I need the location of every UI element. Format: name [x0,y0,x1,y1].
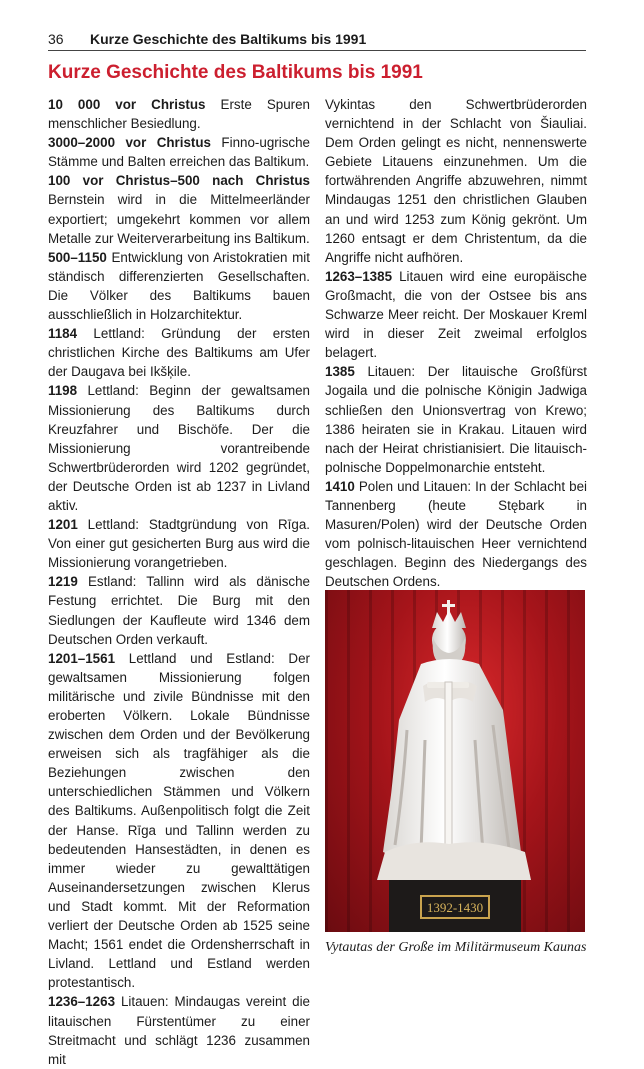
entry-text: Vykintas den Schwertbrüderorden vernichtend in der Schlacht von Šiauliai. Dem Orden gelingt es nicht, nennenswerte Gebiete Litauens einzunehmen. Um die fortwährenden Angriffe abzuwehren, nimmt Mindaugas 1251 den christlichen Glauben an und wird 1253 zum König gekrönt. Um 1260 entsagt er dem Christentum, da die Angriffe nicht aufhören. [325,97,587,265]
plaque-text: 1392-1430 [426,900,484,915]
chapter-title: Kurze Geschichte des Baltikums bis 1991 [48,62,423,83]
timeline-entry [48,171,310,247]
entry-date: 1184 [48,326,78,342]
entry-text: Erste Spuren menschlicher Besiedlung. [48,97,310,132]
timeline-entry [48,133,310,171]
entry-text: Litauen: Mindaugas vereint die litauischen Fürstentümer zu einer Streitmacht und schlägt 1236 zusammen mit [48,994,310,1067]
entry-text: Bernstein wird in die Mittelmeerländer exportiert; umgekehrt kommen vor allem Metalle zur Weiterverarbeitung ins Baltikum. [48,192,310,246]
statue-photo [325,590,585,932]
entry-date: 100 vor Christus–500 nach Christus [48,173,310,189]
entry-date: 1198 [48,383,78,399]
photo-caption: Vytautas der Große im Militärmuseum Kaunas [325,940,587,955]
entry-text: Finno-ugrische Stämme und Balten erreichen das Baltikum. [48,135,310,170]
entry-text: Lettland und Estland: Der gewaltsamen Missionierung folgen militärische und zivile Bündnisse mit den eroberten Völkern. Lokale Bündnisse zwischen dem Orden und der Bevölkerung erweisen sich als tragfähiger als die Beziehungen zwischen den unterschiedlichen Stämmen und Völkern des Baltikums. Außenpolitisch folgt die Zeit der Hanse. Rīga und Tallinn werden zu bedeutenden Hansestädten, in denen es immer wieder zu gewalttätigen Auseinandersetzungen zwischen Klerus und Stadt kommt. Mit der Reformation verliert der Deutsche Orden ab 1525 seine Macht; 1561 endet die Ordensherrschaft in Livland. Lettland und Estland werden protestantisch. [48,650,310,991]
left-column [48,95,310,1069]
timeline-entry [48,381,310,515]
entry-date: 1236–1263 [48,994,116,1010]
timeline-entry [48,248,310,324]
timeline-entry [48,515,310,572]
timeline-entry [325,267,587,362]
entry-date: 1263–1385 [325,268,393,284]
entry-text: Lettland: Beginn der gewaltsamen Missionierung des Baltikums durch Kreuzfahrer und Bischöfe. Der die Missionierung vorantreibende Schwertbrüderorden wird 1202 gegründet, der Deutsche Orden ist ab 1237 in Livland aktiv. [48,383,310,513]
timeline-entry-continued [325,95,587,267]
timeline-entry [325,477,587,592]
statue-illustration [325,590,585,932]
timeline-entry [48,649,310,993]
entry-text: Lettland: Gründung der ersten christlichen Kirche des Baltikums am Ufer der Daugava bei Ikšķile. [48,326,310,380]
timeline-entry [48,324,310,381]
entry-date: 500–1150 [48,249,107,265]
entry-text: Lettland: Stadtgründung von Rīga. Von einer gut gesicherten Burg aus wird die Missionierung vorangetrieben. [48,517,310,571]
page-number: 36 [48,31,64,47]
entry-text: Polen und Litauen: In der Schlacht bei Tannenberg (heute Stębark in Masuren/Polen) wird der Deutsche Orden vom polnisch-litauischen Heer vernichtend geschlagen. Beginn des Niedergangs des Deutschen Ordens. [325,478,587,590]
entry-text: Entwicklung von Aristokratien mit ständisch differenzierten Gesellschaften. Die Völker des Baltikums bauen ausschließlich in Holzarchitektur. [48,249,310,323]
entry-text: Litauen wird eine europäische Großmacht, die von der Ostsee bis ans Schwarze Meer reicht. Der Moskauer Kreml wird in dieser Zeit zweimal erfolglos belagert. [325,268,587,361]
entry-text: Estland: Tallinn wird als dänische Festung errichtet. Die Burg mit den Siedlungen der Kaufleute wird 1346 dem Deutschen Orden verkauft. [48,574,310,647]
entry-date: 1219 [48,574,78,590]
timeline-entry [48,572,310,648]
entry-date: 1385 [325,364,355,380]
entry-date: 1201 [48,517,78,533]
entry-date: 1410 [325,478,355,494]
entry-date: 1201–1561 [48,650,116,666]
timeline-entry [48,95,310,133]
running-header [48,30,586,51]
running-title: Kurze Geschichte des Baltikums bis 1991 [90,31,367,47]
entry-text: Litauen: Der litauische Großfürst Jogaila und die polnische Königin Jadwiga schließen den Unionsvertrag von Krewo; 1386 heiraten sie in Krakau. Litauen wird nach der Heirat christianisiert. Die litauisch-polnische Doppelmonarchie entsteht. [325,364,587,475]
timeline-entry [325,362,587,477]
timeline-entry [48,992,310,1068]
right-column [325,95,587,591]
entry-date: 3000–2000 vor Christus [48,135,212,151]
entry-date: 10 000 vor Christus [48,97,206,112]
